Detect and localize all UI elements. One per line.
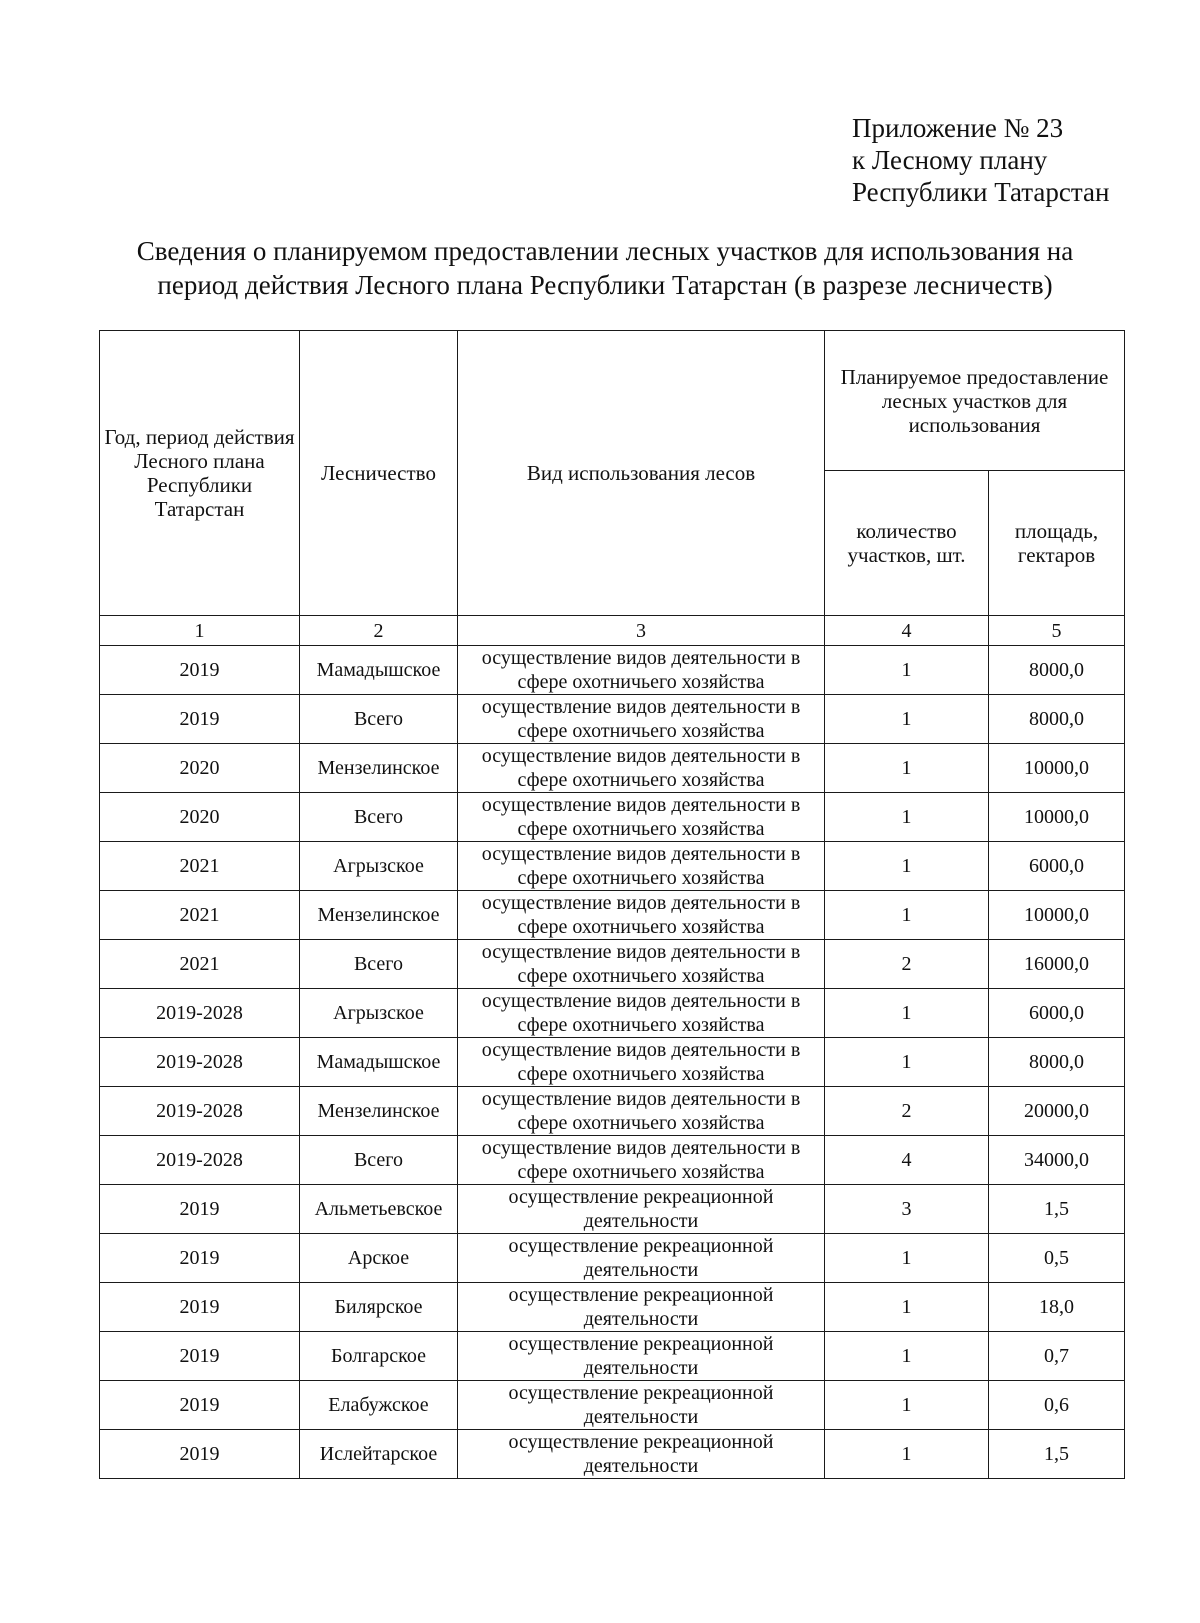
appendix-note [852,112,1182,208]
cell-forestry: Всего [300,940,458,989]
cell-year: 2021 [100,842,300,891]
cell-forestry: Болгарское [300,1332,458,1381]
cell-year: 2019 [100,1234,300,1283]
cell-forestry: Мамадышское [300,646,458,695]
column-numbers-row [100,616,1125,646]
cell-year: 2019 [100,1283,300,1332]
cell-count: 1 [825,793,989,842]
header-forestry: Лесничество [300,331,458,616]
cell-count: 1 [825,1038,989,1087]
cell-area: 10000,0 [989,891,1125,940]
cell-year: 2019-2028 [100,989,300,1038]
header-area: площадь, гектаров [989,471,1125,616]
table-row [100,1136,1125,1185]
cell-count: 1 [825,646,989,695]
cell-forestry: Всего [300,1136,458,1185]
table-row [100,1283,1125,1332]
cell-count: 1 [825,695,989,744]
cell-area: 10000,0 [989,793,1125,842]
header-year: Год, период действия Лесного плана Республики Татарстан [100,331,300,616]
cell-count: 1 [825,1430,989,1479]
cell-year: 2021 [100,940,300,989]
column-number: 3 [458,616,825,646]
cell-year: 2019 [100,695,300,744]
cell-year: 2020 [100,744,300,793]
cell-area: 8000,0 [989,695,1125,744]
appendix-line-3: Республики Татарстан [852,177,1110,207]
cell-kind: осуществление видов деятельности в сфере охотничьего хозяйства [458,891,825,940]
cell-forestry: Елабужское [300,1381,458,1430]
cell-forestry: Мамадышское [300,1038,458,1087]
column-number: 1 [100,616,300,646]
cell-area: 0,7 [989,1332,1125,1381]
cell-year: 2019 [100,646,300,695]
table-row [100,842,1125,891]
cell-year: 2019 [100,1430,300,1479]
cell-area: 1,5 [989,1185,1125,1234]
cell-area: 6000,0 [989,842,1125,891]
cell-count: 1 [825,1332,989,1381]
cell-count: 1 [825,1234,989,1283]
cell-area: 8000,0 [989,646,1125,695]
header-kind: Вид использования лесов [458,331,825,616]
cell-count: 1 [825,891,989,940]
appendix-line-2: к Лесному плану [852,145,1048,175]
cell-kind: осуществление рекреационной деятельности [458,1430,825,1479]
cell-forestry: Всего [300,695,458,744]
cell-kind: осуществление рекреационной деятельности [458,1381,825,1430]
table-row [100,695,1125,744]
cell-year: 2019 [100,1381,300,1430]
cell-forestry: Агрызское [300,842,458,891]
cell-kind: осуществление видов деятельности в сфере охотничьего хозяйства [458,744,825,793]
cell-kind: осуществление видов деятельности в сфере охотничьего хозяйства [458,695,825,744]
cell-count: 1 [825,744,989,793]
cell-forestry: Билярское [300,1283,458,1332]
cell-year: 2019 [100,1185,300,1234]
cell-kind: осуществление видов деятельности в сфере охотничьего хозяйства [458,1038,825,1087]
table-row [100,1430,1125,1479]
table-row [100,744,1125,793]
cell-count: 2 [825,1087,989,1136]
cell-forestry: Ислейтарское [300,1430,458,1479]
header-count: количество участков, шт. [825,471,989,616]
table-row [100,1381,1125,1430]
cell-kind: осуществление рекреационной деятельности [458,1283,825,1332]
table-row [100,646,1125,695]
forest-plots-table [99,330,1125,1479]
cell-area: 16000,0 [989,940,1125,989]
cell-year: 2019-2028 [100,1038,300,1087]
cell-area: 0,6 [989,1381,1125,1430]
cell-year: 2021 [100,891,300,940]
cell-area: 8000,0 [989,1038,1125,1087]
document-title [60,234,1150,302]
table-body [100,646,1125,1479]
table-row [100,1332,1125,1381]
cell-year: 2019-2028 [100,1087,300,1136]
table-header [100,331,1125,646]
cell-forestry: Арское [300,1234,458,1283]
cell-count: 2 [825,940,989,989]
title-line-1: Сведения о планируемом предоставлении лесных участков для использования на [136,236,1074,266]
cell-area: 20000,0 [989,1087,1125,1136]
cell-count: 1 [825,989,989,1038]
cell-year: 2019-2028 [100,1136,300,1185]
cell-kind: осуществление видов деятельности в сфере охотничьего хозяйства [458,940,825,989]
cell-kind: осуществление видов деятельности в сфере охотничьего хозяйства [458,1136,825,1185]
column-number: 5 [989,616,1125,646]
cell-count: 4 [825,1136,989,1185]
cell-count: 3 [825,1185,989,1234]
cell-count: 1 [825,842,989,891]
table-row [100,1185,1125,1234]
cell-forestry: Агрызское [300,989,458,1038]
cell-area: 10000,0 [989,744,1125,793]
cell-kind: осуществление видов деятельности в сфере охотничьего хозяйства [458,989,825,1038]
cell-area: 6000,0 [989,989,1125,1038]
column-number: 4 [825,616,989,646]
cell-forestry: Всего [300,793,458,842]
table-row [100,989,1125,1038]
cell-forestry: Мензелинское [300,744,458,793]
cell-kind: осуществление рекреационной деятельности [458,1234,825,1283]
table-row [100,1038,1125,1087]
table-row [100,891,1125,940]
cell-forestry: Альметьевское [300,1185,458,1234]
cell-year: 2020 [100,793,300,842]
cell-area: 1,5 [989,1430,1125,1479]
cell-count: 1 [825,1381,989,1430]
header-planned: Планируемое предоставление лесных участков для использования [825,331,1125,471]
table-row [100,793,1125,842]
cell-kind: осуществление видов деятельности в сфере охотничьего хозяйства [458,1087,825,1136]
cell-kind: осуществление видов деятельности в сфере охотничьего хозяйства [458,646,825,695]
cell-area: 34000,0 [989,1136,1125,1185]
title-line-2: период действия Лесного плана Республики Татарстан (в разрезе лесничеств) [157,270,1053,300]
cell-year: 2019 [100,1332,300,1381]
cell-kind: осуществление рекреационной деятельности [458,1332,825,1381]
table-row [100,1234,1125,1283]
cell-forestry: Мензелинское [300,1087,458,1136]
cell-kind: осуществление видов деятельности в сфере охотничьего хозяйства [458,793,825,842]
table-row [100,940,1125,989]
column-number: 2 [300,616,458,646]
cell-forestry: Мензелинское [300,891,458,940]
cell-area: 18,0 [989,1283,1125,1332]
appendix-line-1: Приложение № 23 [852,113,1064,143]
cell-kind: осуществление видов деятельности в сфере охотничьего хозяйства [458,842,825,891]
cell-area: 0,5 [989,1234,1125,1283]
table-row [100,1087,1125,1136]
cell-count: 1 [825,1283,989,1332]
cell-kind: осуществление рекреационной деятельности [458,1185,825,1234]
